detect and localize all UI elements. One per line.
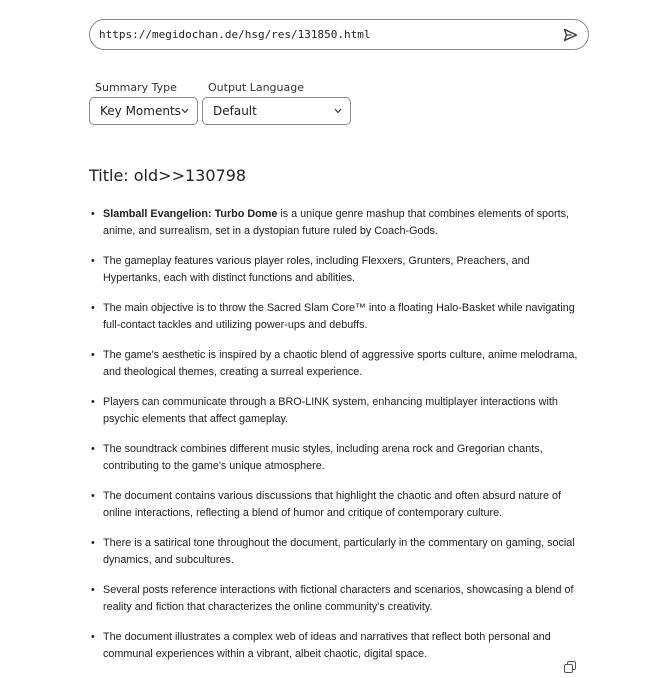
list-item-text: The game's aesthetic is inspired by a chaotic blend of aggressive sports culture, anime melodrama, and theological themes, creating a surreal experience. bbox=[103, 349, 578, 378]
list-item-text: The document contains various discussions that highlight the chaotic and often absurd nature of online interactions, reflecting a blend of humor and critique of contemporary culture. bbox=[103, 490, 561, 519]
send-icon bbox=[563, 28, 578, 42]
output-language-select[interactable] bbox=[202, 97, 351, 125]
output-language-value: Default bbox=[213, 104, 257, 118]
list-item bbox=[89, 394, 589, 427]
list-item bbox=[89, 441, 589, 474]
summary-type-value: Key Moments bbox=[100, 104, 181, 118]
list-item-text: The main objective is to throw the Sacred Slam Core™ into a floating Halo-Basket while navigating full-contact tackles and utilizing power-ups and debuffs. bbox=[103, 302, 575, 331]
list-item-text: The soundtrack combines different music styles, including arena rock and Gregorian chants, contributing to the game's unique atmosphere. bbox=[103, 443, 543, 472]
list-item bbox=[89, 488, 589, 521]
list-item bbox=[89, 629, 589, 662]
list-item bbox=[89, 300, 589, 333]
list-item-text: Several posts reference interactions with fictional characters and scenarios, showcasing a blend of reality and fiction that characterizes the online community's creativity. bbox=[103, 584, 574, 613]
summary-type-label: Summary Type bbox=[95, 81, 177, 94]
chevron-down-icon bbox=[334, 106, 344, 116]
url-input[interactable] bbox=[99, 28, 539, 41]
list-item bbox=[89, 582, 589, 615]
list-item-text: Players can communicate through a BRO-LINK system, enhancing multiplayer interactions with psychic elements that affect gameplay. bbox=[103, 396, 558, 425]
list-item-text: is a unique genre mashup that combines elements of sports, anime, and surrealism, set in a dystopian future ruled by Coach-Gods. bbox=[103, 208, 570, 237]
send-button[interactable] bbox=[562, 27, 578, 43]
list-item-text: The document illustrates a complex web of ideas and narratives that reflect both personal and communal experiences within a vibrant, albeit chaotic, digital space. bbox=[103, 631, 551, 660]
list-item-text: The gameplay features various player roles, including Flexxers, Grunters, Preachers, and Hypertanks, each with distinct functions and abilities. bbox=[103, 255, 530, 284]
copy-icon bbox=[564, 661, 576, 673]
copy-button[interactable] bbox=[564, 660, 576, 672]
summary-title: Title: old>>130798 bbox=[89, 166, 247, 185]
summary-list bbox=[89, 206, 589, 676]
url-bar bbox=[89, 19, 589, 50]
summary-type-select[interactable] bbox=[89, 97, 198, 125]
chevron-down-icon bbox=[181, 106, 191, 116]
list-item-text: There is a satirical tone throughout the document, particularly in the commentary on gaming, social dynamics, and subcultures. bbox=[103, 537, 575, 566]
output-language-label: Output Language bbox=[208, 81, 304, 94]
list-item bbox=[89, 535, 589, 568]
list-item bbox=[89, 253, 589, 286]
list-item-bold: Slamball Evangelion: Turbo Dome bbox=[103, 208, 278, 220]
list-item bbox=[89, 206, 589, 239]
list-item bbox=[89, 347, 589, 380]
